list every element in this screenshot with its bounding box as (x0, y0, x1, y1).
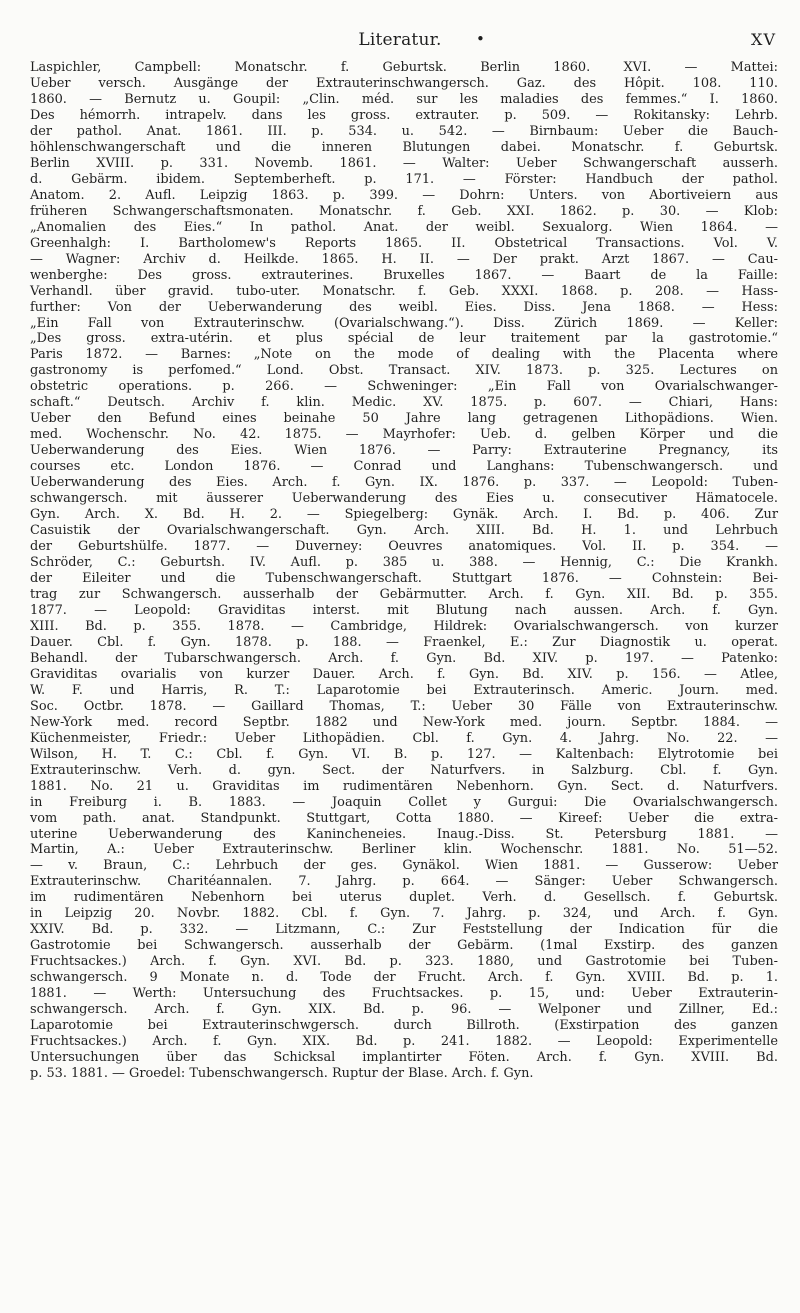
text-line: Extrauterinschw. Charitéannalen. 7. Jahrg. p. 664. — Sänger: Ueber Schwangersch. (30, 874, 778, 890)
text-line: Schröder, C.: Geburtsh. IV. Aufl. p. 385 u. 388. — Hennig, C.: Die Krankh. (30, 555, 778, 571)
page-title: Literatur. (358, 30, 442, 50)
text-line: Ueber den Befund eines beinahe 50 Jahre lang getragenen Lithopädions. Wien. (30, 411, 778, 427)
text-line: „Des gross. extra-utérin. et plus spécial de leur traitement par la gastrotomie.“ (30, 331, 778, 347)
text-line: Martin, A.: Ueber Extrauterinschw. Berliner klin. Wochenschr. 1881. No. 51—52. (30, 842, 778, 858)
text-line: Berlin XVIII. p. 331. Novemb. 1861. — Walter: Ueber Schwangerschaft ausserh. (30, 155, 778, 171)
text-line: Fruchtsackes.) Arch. f. Gyn. XVI. Bd. p. 323. 1880, und Gastrotomie bei Tuben- (30, 954, 778, 970)
text-line: 1881. — Werth: Untersuchung des Fruchtsackes. p. 15, und: Ueber Extrauterin- (30, 986, 778, 1002)
text-line: wenberghe: Des gross. extrauterines. Bruxelles 1867. — Baart de la Faille: (30, 267, 778, 283)
text-line: 1877. — Leopold: Graviditas interst. mit Blutung nach aussen. Arch. f. Gyn. (30, 602, 778, 618)
text-line: schwangersch. 9 Monate n. d. Tode der Frucht. Arch. f. Gyn. XVIII. Bd. p. 1. (30, 970, 778, 986)
text-line: Wilson, H. T. C.: Cbl. f. Gyn. VI. B. p. 127. — Kaltenbach: Elytrotomie bei (30, 746, 778, 762)
text-line: Küchenmeister, Friedr.: Ueber Lithopädien. Cbl. f. Gyn. 4. Jahrg. No. 22. — (30, 730, 778, 746)
text-line: Anatom. 2. Aufl. Leipzig 1863. p. 399. — Dohrn: Unters. von Abortiveiern aus (30, 187, 778, 203)
text-line: further: Von der Ueberwanderung des weibl. Eies. Diss. Jena 1868. — Hess: (30, 299, 778, 315)
text-line: Laspichler, Campbell: Monatschr. f. Geburtsk. Berlin 1860. XVI. — Mattei: (30, 60, 778, 75)
text-line: schaft.“ Deutsch. Archiv f. klin. Medic. XV. 1875. p. 607. — Chiari, Hans: (30, 395, 778, 411)
text-line: Untersuchungen über das Schicksal implantirter Föten. Arch. f. Gyn. XVIII. Bd. (30, 1050, 778, 1066)
text-line: der pathol. Anat. 1861. III. p. 534. u. 542. — Birnbaum: Ueber die Bauch- (30, 123, 778, 139)
text-line: W. F. und Harris, R. T.: Laparotomie bei Extrauterinsch. Americ. Journ. med. (30, 682, 778, 698)
text-line: höhlenschwangerschaft und die inneren Blutungen dabei. Monatschr. f. Geburtsk. (30, 139, 778, 155)
text-line: courses etc. London 1876. — Conrad und Langhans: Tubenschwangersch. und (30, 459, 778, 475)
text-line: schwangersch. Arch. f. Gyn. XIX. Bd. p. 96. — Welponer und Zillner, Ed.: (30, 1002, 778, 1018)
text-line: med. Wochenschr. No. 42. 1875. — Mayrhofer: Ueb. d. gelben Körper und die (30, 427, 778, 443)
text-line: Soc. Octbr. 1878. — Gaillard Thomas, T.: Ueber 30 Fälle von Extrauterinschw. (30, 698, 778, 714)
text-line: der Geburtshülfe. 1877. — Duverney: Oeuvres anatomiques. Vol. II. p. 354. — (30, 539, 778, 555)
text-line: Fruchtsackes.) Arch. f. Gyn. XIX. Bd. p. 241. 1882. — Leopold: Experimentelle (30, 1034, 778, 1050)
text-line: Graviditas ovarialis von kurzer Dauer. Arch. f. Gyn. Bd. XIV. p. 156. — Atlee, (30, 666, 778, 682)
text-line: Dauer. Cbl. f. Gyn. 1878. p. 188. — Fraenkel, E.: Zur Diagnostik u. operat. (30, 634, 778, 650)
text-line: XXIV. Bd. p. 332. — Litzmann, C.: Zur Feststellung der Indication für die (30, 922, 778, 938)
text-line: Gastrotomie bei Schwangersch. ausserhalb der Gebärm. (1mal Exstirp. des ganzen (30, 938, 778, 954)
text-line: Ueber versch. Ausgänge der Extrauterinschwangersch. Gaz. des Hôpit. 108. 110. (30, 75, 778, 91)
bibliography-text (30, 60, 778, 1082)
text-line: „Anomalien des Eies.“ In pathol. Anat. der weibl. Sexualorg. Wien 1864. — (30, 219, 778, 235)
text-line: gastronomy is perfomed.“ Lond. Obst. Transact. XIV. 1873. p. 325. Lectures on (30, 363, 778, 379)
page-number: XV (751, 30, 776, 49)
text-line: New-York med. record Septbr. 1882 und New-York med. journ. Septbr. 1884. — (30, 714, 778, 730)
text-line: Extrauterinschw. Verh. d. gyn. Sect. der Naturfvers. in Salzburg. Cbl. f. Gyn. (30, 762, 778, 778)
text-line: 1860. — Bernutz u. Goupil: „Clin. méd. sur les maladies des femmes.“ I. 1860. (30, 91, 778, 107)
text-line: Ueberwanderung des Eies. Arch. f. Gyn. IX. 1876. p. 337. — Leopold: Tuben- (30, 475, 778, 491)
text-line: Laparotomie bei Extrauterinschwgersch. durch Billroth. (Exstirpation des ganzen (30, 1018, 778, 1034)
text-line: „Ein Fall von Extrauterinschw. (Ovarialschwang.“). Diss. Zürich 1869. — Keller: (30, 315, 778, 331)
text-line: früheren Schwangerschaftsmonaten. Monatschr. f. Geb. XXI. 1862. p. 30. — Klob: (30, 203, 778, 219)
text-line: in Leipzig 20. Novbr. 1882. Cbl. f. Gyn. 7. Jahrg. p. 324, und Arch. f. Gyn. (30, 906, 778, 922)
text-line: — Wagner: Archiv d. Heilkde. 1865. H. II. — Der prakt. Arzt 1867. — Cau- (30, 251, 778, 267)
text-line: Ueberwanderung des Eies. Wien 1876. — Parry: Extrauterine Pregnancy, its (30, 443, 778, 459)
running-header (0, 30, 800, 60)
text-line: — v. Braun, C.: Lehrbuch der ges. Gynäkol. Wien 1881. — Gusserow: Ueber (30, 858, 778, 874)
text-line: Greenhalgh: I. Bartholomew's Reports 1865. II. Obstetrical Transactions. Vol. V. (30, 235, 778, 251)
header-mark: • (476, 30, 485, 48)
text-line: uterine Ueberwanderung des Kanincheneies. Inaug.-Diss. St. Petersburg 1881. — (30, 826, 778, 842)
text-line: Behandl. der Tubarschwangersch. Arch. f. Gyn. Bd. XIV. p. 197. — Patenko: (30, 650, 778, 666)
text-line: Gyn. Arch. X. Bd. H. 2. — Spiegelberg: Gynäk. Arch. I. Bd. p. 406. Zur (30, 507, 778, 523)
text-line: trag zur Schwangersch. ausserhalb der Gebärmutter. Arch. f. Gyn. XII. Bd. p. 355. (30, 586, 778, 602)
text-line: 1881. No. 21 u. Graviditas im rudimentären Nebenhorn. Gyn. Sect. d. Naturfvers. (30, 778, 778, 794)
text-line: XIII. Bd. p. 355. 1878. — Cambridge, Hildrek: Ovarialschwangersch. von kurzer (30, 618, 778, 634)
text-line: Des hémorrh. intrapelv. dans les gross. extrauter. p. 509. — Rokitansky: Lehrb. (30, 107, 778, 123)
text-line: vom path. anat. Standpunkt. Stuttgart, Cotta 1880. — Kireef: Ueber die extra- (30, 810, 778, 826)
text-line: in Freiburg i. B. 1883. — Joaquin Collet y Gurgui: Die Ovarialschwangersch. (30, 794, 778, 810)
text-line: p. 53. 1881. — Groedel: Tubenschwangersch. Ruptur der Blase. Arch. f. Gyn. (30, 1066, 534, 1082)
text-line: im rudimentären Nebenhorn bei uterus duplet. Verh. d. Gesellsch. f. Geburtsk. (30, 890, 778, 906)
text-line: schwangersch. mit äusserer Ueberwanderung des Eies u. consecutiver Hämatocele. (30, 491, 778, 507)
text-line: der Eileiter und die Tubenschwangerschaft. Stuttgart 1876. — Cohnstein: Bei- (30, 571, 778, 586)
text-line: obstetric operations. p. 266. — Schweninger: „Ein Fall von Ovarialschwanger- (30, 379, 778, 395)
text-line: d. Gebärm. ibidem. Septemberheft. p. 171. — Förster: Handbuch der pathol. (30, 171, 778, 187)
text-line: Casuistik der Ovarialschwangerschaft. Gyn. Arch. XIII. Bd. H. 1. und Lehrbuch (30, 523, 778, 539)
text-line: Verhandl. über gravid. tubo-uter. Monatschr. f. Geb. XXXI. 1868. p. 208. — Hass- (30, 283, 778, 299)
text-line: Paris 1872. — Barnes: „Note on the mode of dealing with the Placenta where (30, 347, 778, 363)
